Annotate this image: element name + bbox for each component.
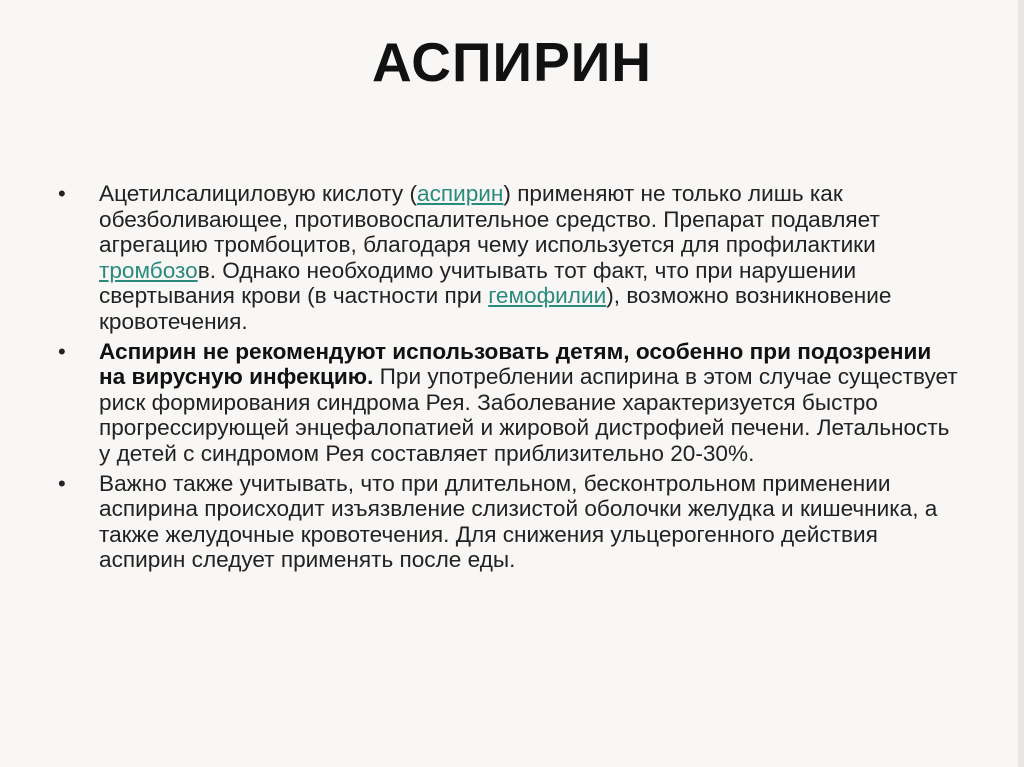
item-1-text-part-2: ) применяют не только лишь как обезболивающее, противовоспалительное средство. Препарат подавляет агрегацию тромбоцитов, благодаря чему используется для профилактики [99,181,880,258]
bullet-item-1 [58,181,958,335]
item-2-bold-text: Аспирин не рекомендуют использовать детям, особенно при подозрении на вирусную инфекцию. [99,338,932,390]
bullet-marker: • [58,181,66,206]
item-1-text-part-1: Ацетилсалициловую кислоту ( [99,181,417,206]
hemophilia-link[interactable]: гемофилии [488,283,607,309]
item-2-text: При употреблении аспирина в этом случае существует риск формирования синдрома Рея. Заболевание характеризуется быстро прогрессирующей энцефалопатией и жировой дистрофией печени. Летальность у детей с синдромом Рея составляет приблизительно 20-30%. [99,364,958,466]
item-1-text-part-3: в. Однако необходимо учитывать тот факт, что при нарушении свертывания крови (в частности при [99,257,857,309]
slide-title: АСПИРИН [371,31,653,93]
bullet-list [58,181,958,577]
thrombosis-link[interactable]: тромбозо [99,257,198,283]
bullet-item-3 [58,471,958,573]
aspirin-link[interactable]: аспирин [417,181,504,206]
bullet-marker: • [58,470,66,496]
bullet-marker: • [58,338,66,364]
item-3-text: Важно также учитывать, что при длительном, бесконтрольном применении аспирина происходит изъязвление слизистой оболочки желудка и кишечника, а также желудочные кровотечения. Для снижения ульцерогенного действия аспирин следует применять после еды. [99,470,938,573]
item-1-text-part-4: ), возможно возникновение кровотечения. [99,283,892,334]
bullet-item-2 [58,339,958,467]
